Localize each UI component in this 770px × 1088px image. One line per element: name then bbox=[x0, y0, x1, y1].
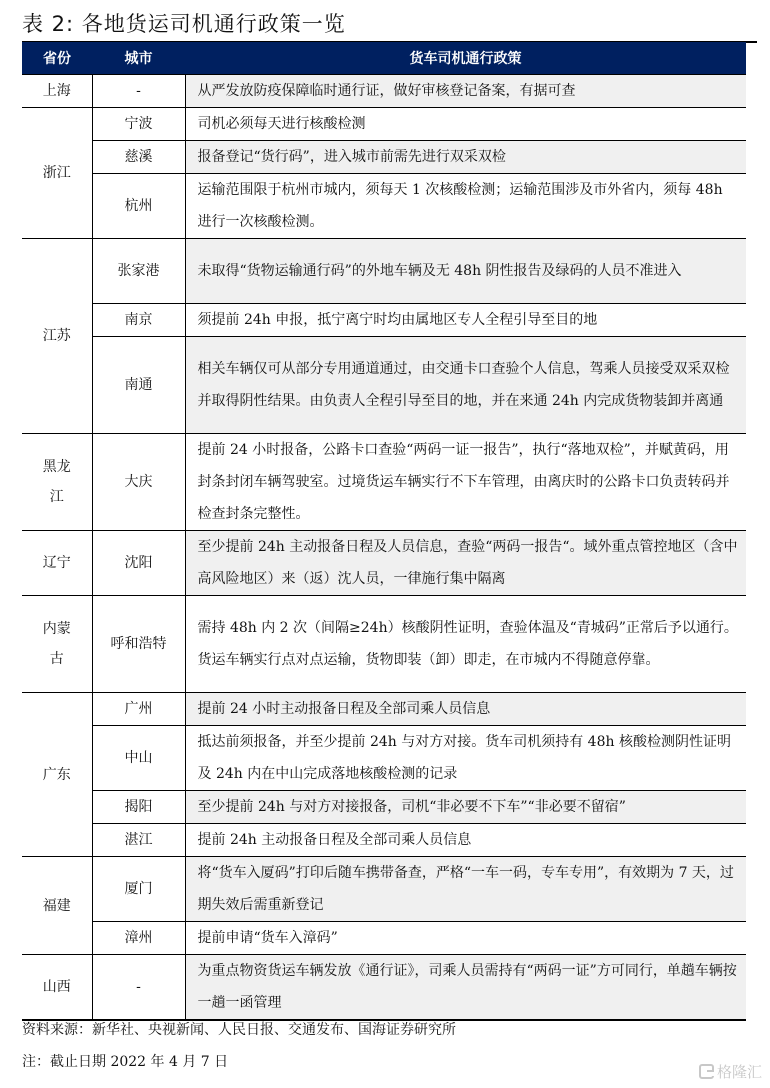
policy-cell: 司机必须每天进行核酸检测 bbox=[185, 108, 746, 141]
province-cell: 福建 bbox=[22, 857, 92, 955]
header-city: 城市 bbox=[92, 42, 185, 75]
date-note: 注：截止日期 2022 年 4 月 7 日 bbox=[22, 1054, 229, 1070]
province-cell: 上海 bbox=[22, 75, 92, 108]
source-note: 资料来源：新华社、央视新闻、人民日报、交通发布、国海证券研究所 bbox=[22, 1022, 456, 1038]
policy-cell: 将“货车入厦码”打印后随车携带备查，严格“一车一码，专车专用”，有效期为 7 天，过期失效后需重新登记 bbox=[185, 857, 746, 922]
policy-cell: 提前 24 小时主动报备日程及全部司乘人员信息 bbox=[185, 693, 746, 726]
city-cell: 大庆 bbox=[92, 434, 185, 531]
province-cell: 山西 bbox=[22, 955, 92, 1021]
city-cell: 中山 bbox=[92, 726, 185, 791]
table-row bbox=[22, 141, 746, 174]
table-row bbox=[22, 857, 746, 922]
province-cell bbox=[22, 596, 92, 693]
policy-cell: 为重点物资货运车辆发放《通行证》，司乘人员需持有“两码一证”方可同行，单趟车辆按一趟一函管理 bbox=[185, 955, 746, 1021]
city-cell: 张家港 bbox=[92, 239, 185, 304]
watermark bbox=[699, 1061, 762, 1082]
city-cell: 杭州 bbox=[92, 174, 185, 239]
province-cell: 浙江 bbox=[22, 108, 92, 239]
province-label: 黑龙江 bbox=[42, 459, 71, 505]
city-cell: 宁波 bbox=[92, 108, 185, 141]
watermark-logo-icon bbox=[699, 1064, 714, 1079]
table-row bbox=[22, 304, 746, 337]
city-cell: 湛江 bbox=[92, 824, 185, 857]
table-row bbox=[22, 337, 746, 434]
city-cell: - bbox=[92, 955, 185, 1021]
policy-cell: 至少提前 24h 与对方对接报备，司机“非必要不下车”“非必要不留宿” bbox=[185, 791, 746, 824]
header-province: 省份 bbox=[22, 42, 92, 75]
table-row bbox=[22, 726, 746, 791]
province-cell: 江苏 bbox=[22, 239, 92, 434]
table-row bbox=[22, 75, 746, 108]
table-row bbox=[22, 955, 746, 1021]
table-row bbox=[22, 596, 746, 693]
table-row bbox=[22, 531, 746, 596]
policy-cell: 抵达前须报备，并至少提前 24h 与对方对接。货车司机须持有 48h 核酸检测阴性证明及 24h 内在中山完成落地核酸检测的记录 bbox=[185, 726, 746, 791]
city-cell: - bbox=[92, 75, 185, 108]
table-row bbox=[22, 791, 746, 824]
city-cell: 慈溪 bbox=[92, 141, 185, 174]
province-cell: 辽宁 bbox=[22, 531, 92, 596]
city-cell: 沈阳 bbox=[92, 531, 185, 596]
city-cell: 南通 bbox=[92, 337, 185, 434]
province-cell bbox=[22, 434, 92, 531]
policy-cell: 提前 24 小时报备，公路卡口查验“两码一证一报告”，执行“落地双检”，并赋黄码，用封条封闭车辆驾驶室。过境货运车辆实行不下车管理，由离庆时的公路卡口负责转码并检查封条完整性。 bbox=[185, 434, 746, 531]
table-row bbox=[22, 174, 746, 239]
policy-cell: 未取得“货物运输通行码”的外地车辆及无 48h 阴性报告及绿码的人员不准进入 bbox=[185, 239, 746, 304]
city-cell: 广州 bbox=[92, 693, 185, 726]
table-row bbox=[22, 434, 746, 531]
city-cell: 呼和浩特 bbox=[92, 596, 185, 693]
city-cell: 漳州 bbox=[92, 922, 185, 955]
table-row bbox=[22, 824, 746, 857]
table-row bbox=[22, 108, 746, 141]
header-row bbox=[22, 42, 746, 75]
policy-cell: 须提前 24h 申报，抵宁离宁时均由属地区专人全程引导至目的地 bbox=[185, 304, 746, 337]
table-title: 表 2: 各地货运司机通行政策一览 bbox=[22, 12, 346, 36]
province-cell: 广东 bbox=[22, 693, 92, 857]
policy-cell: 运输范围限于杭州市城内，须每天 1 次核酸检测；运输范围涉及市外省内，须每 48h 进行一次核酸检测。 bbox=[185, 174, 746, 239]
city-cell: 揭阳 bbox=[92, 791, 185, 824]
policy-cell: 提前申请“货车入漳码” bbox=[185, 922, 746, 955]
header-policy: 货车司机通行政策 bbox=[185, 42, 746, 75]
policy-cell: 需持 48h 内 2 次（间隔≥24h）核酸阴性证明，查验体温及“青城码”正常后予以通行。货运车辆实行点对点运输，货物即装（卸）即走，在市城内不得随意停靠。 bbox=[185, 596, 746, 693]
policy-cell: 从严发放防疫保障临时通行证，做好审核登记备案，有据可查 bbox=[185, 75, 746, 108]
city-cell: 南京 bbox=[92, 304, 185, 337]
policy-cell: 报备登记“货行码”，进入城市前需先进行双采双检 bbox=[185, 141, 746, 174]
table-row bbox=[22, 693, 746, 726]
policy-table bbox=[22, 42, 746, 1021]
table-row bbox=[22, 922, 746, 955]
province-label: 内蒙古 bbox=[42, 621, 71, 667]
table-row bbox=[22, 239, 746, 304]
city-cell: 厦门 bbox=[92, 857, 185, 922]
watermark-text: 格隆汇 bbox=[716, 1063, 762, 1081]
policy-cell: 至少提前 24h 主动报备日程及人员信息，查验“两码一报告“。域外重点管控地区（含中高风险地区）来（返）沈人员，一律施行集中隔离 bbox=[185, 531, 746, 596]
policy-cell: 相关车辆仅可从部分专用通道通过，由交通卡口查验个人信息，驾乘人员接受双采双检并取得阴性结果。由负责人全程引导至目的地，并在来通 24h 内完成货物装卸并离通 bbox=[185, 337, 746, 434]
policy-cell: 提前 24h 主动报备日程及全部司乘人员信息 bbox=[185, 824, 746, 857]
